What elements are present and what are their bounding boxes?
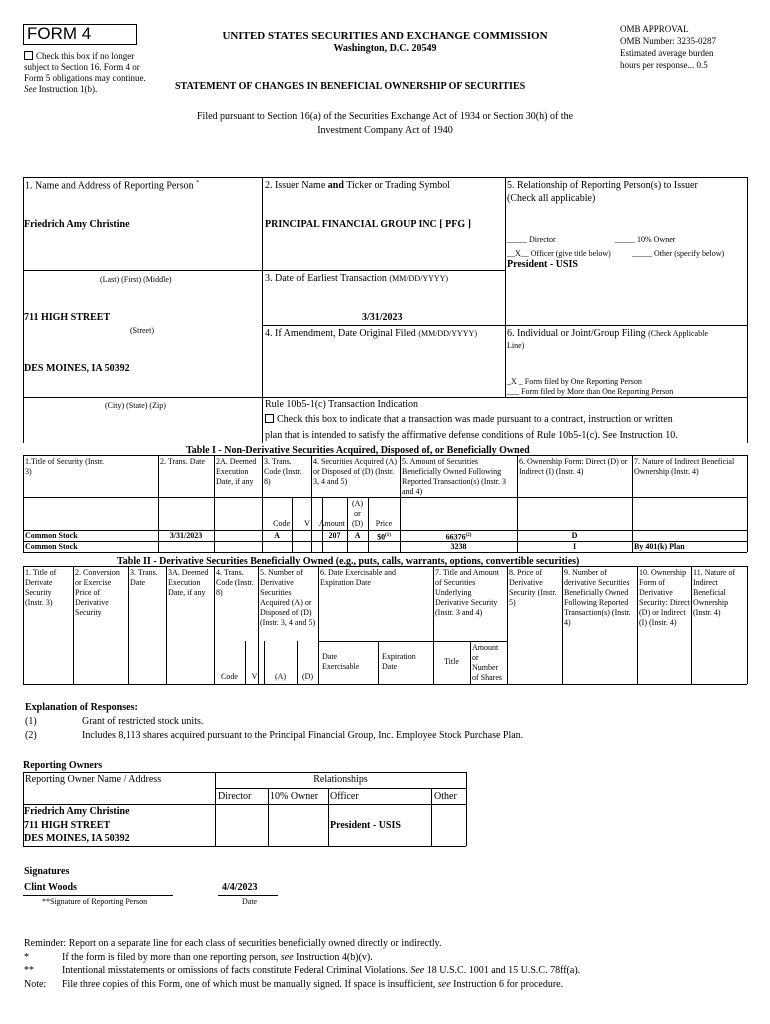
joint-filing-option-multiple[interactable]: ___ Form filed by More than One Reporting Person xyxy=(507,387,674,396)
footnote-note-mark: Note: xyxy=(24,979,47,990)
t2-header-date: 3. Trans. Date xyxy=(130,568,158,587)
signature-date-caption: Date xyxy=(242,897,258,906)
owners-col-name: Reporting Owner Name / Address xyxy=(25,774,162,785)
box5-sub: (Check all applicable) xyxy=(507,193,596,204)
footnote-double-star-mark: ** xyxy=(24,965,34,976)
t2-sub-v: V xyxy=(251,672,258,681)
rule xyxy=(23,177,747,178)
t1-row2-form: I xyxy=(572,542,577,551)
omb-hours: hours per response... 0.5 xyxy=(620,60,708,70)
owner-officer-title: President - USIS xyxy=(330,820,401,831)
table1-title: Table I - Non-Derivative Securities Acquired, Disposed of, or Beneficially Owned xyxy=(186,445,530,456)
rule xyxy=(23,804,466,805)
t1-header-code: 3. Trans. Code (Instr. 8) xyxy=(264,457,302,486)
t2-header-title: 1. Title of Derivate Security (Instr. 3) xyxy=(25,568,57,607)
t1-sub-price: Price xyxy=(375,519,393,528)
rule xyxy=(431,788,432,846)
box2-label: 2. Issuer Name and Ticker or Trading Symbol xyxy=(265,180,451,191)
t1-row1-title: Common Stock xyxy=(25,531,78,540)
t2-sub-title: Title xyxy=(444,657,459,666)
reporting-person-city: DES MOINES, IA 50392 xyxy=(24,363,130,374)
no-longer-subject-note: Check this box if no longer subject to Section 16. Form 4 or Form 5 obligations may continue. See Instruction 1(b). xyxy=(24,51,146,94)
box1-label: 1. Name and Address of Reporting Person * xyxy=(25,180,200,192)
box4-label: 4. If Amendment, Date Original Filed (MM/DD/YYYY) xyxy=(265,328,477,339)
rule xyxy=(466,772,467,846)
t2-header-underlying: 7. Title and Amount of Securities Underlying Derivative Security (Instr. 3 and 4) xyxy=(435,568,500,617)
rule xyxy=(23,684,747,685)
rule xyxy=(23,566,747,567)
form-title: FORM 4 xyxy=(27,24,92,43)
owners-col-director: Director xyxy=(218,791,252,802)
footnote-double-star: Intentional misstatements or omissions of facts constitute Federal Criminal Violations. See 18 U.S.C. 1001 and 15 U.S.C. 78ff(a). xyxy=(62,965,581,976)
t2-header-exercisable: 6. Date Exercisable and Expiration Date xyxy=(320,568,396,587)
no-longer-subject-checkbox[interactable] xyxy=(24,51,33,60)
explanation-1-text: Grant of restricted stock units. xyxy=(82,716,204,727)
footnote-star-mark: * xyxy=(24,952,29,963)
t2-header-form: 10. Ownership Form of Derivative Security: Direct (D) or Indirect (I) (Instr. 4) xyxy=(639,568,690,627)
owners-col-officer: Officer xyxy=(330,791,359,802)
explanation-2-text: Includes 8,113 shares acquired pursuant to the Principal Financial Group, Inc. Employee Stock Purchase Plan. xyxy=(82,730,524,741)
t1-row1-aord: A xyxy=(354,531,361,540)
table2-title: Table II - Derivative Securities Beneficially Owned (e.g., puts, calls, warrants, options, convertible securities) xyxy=(117,556,580,567)
rule xyxy=(23,772,466,773)
director-option[interactable]: _____ Director xyxy=(507,235,556,244)
signature-date: 4/4/2023 xyxy=(222,882,258,893)
rule10b5-text1: Check this box to indicate that a transaction was made pursuant to a contract, instruction or written xyxy=(265,414,673,425)
t1-row2-owned: 3238 xyxy=(450,542,467,551)
reminder: Reminder: Report on a separate line for each class of securities beneficially owned directly or indirectly. xyxy=(24,938,442,949)
rule xyxy=(23,397,747,398)
rule xyxy=(747,566,748,684)
rule xyxy=(23,552,747,553)
rule xyxy=(328,788,329,846)
t1-sub-amount: Amount xyxy=(318,519,345,528)
issuer-name: PRINCIPAL FINANCIAL GROUP INC [ PFG ] xyxy=(265,219,471,230)
omb-approval: OMB APPROVAL xyxy=(620,24,689,34)
t1-header-deemed: 2A. Deemed Execution Date, if any xyxy=(216,457,257,486)
rule10b5-checkbox[interactable] xyxy=(265,414,274,423)
t2-header-nature: 11. Nature of Indirect Beneficial Ownership (Instr. 4) xyxy=(693,568,736,617)
rule xyxy=(318,641,507,642)
box6-label: 6. Individual or Joint/Group Filing (Check Applicable xyxy=(507,328,708,339)
rule xyxy=(23,455,747,456)
omb-burden: Estimated average burden xyxy=(620,48,714,58)
t2-sub-date-exercisable: Date Exercisable xyxy=(322,652,360,671)
joint-filing-option-one[interactable]: _X _ Form filed by One Reporting Person xyxy=(507,377,642,386)
t2-sub-expiration: Expiration Date xyxy=(382,652,416,671)
t1-row1-form: D xyxy=(571,531,578,540)
rule xyxy=(505,177,506,397)
agency-line1: UNITED STATES SECURITIES AND EXCHANGE COMMISSION xyxy=(222,30,548,42)
footnote-note: File three copies of this Form, one of which must be manually signed. If space is insufficient, see Instruction 6 for procedure. xyxy=(62,979,564,990)
filed-pursuant-line1: Filed pursuant to Section 16(a) of the Securities Exchange Act of 1934 or Section 30(h) of the xyxy=(196,111,574,122)
t1-row2-nature: By 401(k) Plan xyxy=(634,542,685,551)
street-caption: (Street) xyxy=(130,326,154,335)
t1-sub-aord: (A) or (D) xyxy=(351,499,364,528)
signature-caption: **Signature of Reporting Person xyxy=(42,897,148,906)
explanation-heading: Explanation of Responses: xyxy=(25,702,138,713)
earliest-transaction-date: 3/31/2023 xyxy=(362,312,403,323)
t1-sub-code: Code xyxy=(273,519,290,528)
name-caption: (Last) (First) (Middle) xyxy=(100,275,172,284)
owners-heading: Reporting Owners xyxy=(23,760,103,771)
t1-header-nature: 7. Nature of Indirect Beneficial Ownership (Instr. 4) xyxy=(634,457,735,476)
owners-col-ten: 10% Owner xyxy=(270,791,319,802)
box6-label-line2: Line) xyxy=(507,341,525,350)
signature-line xyxy=(23,895,173,896)
agency-line2: Washington, D.C. 20549 xyxy=(333,43,437,54)
officer-option[interactable]: __X__ Officer (give title below) xyxy=(507,249,611,258)
rule xyxy=(23,497,747,498)
t1-header-acquired: 4. Securities Acquired (A) or Disposed of (D) (Instr. 3, 4 and 5) xyxy=(313,457,397,486)
t2-sub-code: Code xyxy=(221,672,238,681)
t2-header-deemed: 3A. Deemed Execution Date, if any xyxy=(168,568,209,597)
t1-row2-title: Common Stock xyxy=(25,542,78,551)
other-option[interactable]: _____ Other (specify below) xyxy=(632,249,725,258)
officer-title: President - USIS xyxy=(507,259,578,270)
t2-sub-a: (A) xyxy=(274,672,287,681)
rule10b5-text2: plan that is intended to satisfy the affirmative defense conditions of Rule 10b5-1(c). See Instruction 10. xyxy=(265,430,678,441)
rule xyxy=(268,788,269,846)
rule xyxy=(215,788,466,789)
signatures-heading: Signatures xyxy=(24,866,70,877)
owner-street: 711 HIGH STREET xyxy=(24,820,111,831)
t1-header-form: 6. Ownership Form: Direct (D) or Indirect (I) (Instr. 4) xyxy=(519,457,628,476)
reporting-person-name: Friedrich Amy Christine xyxy=(24,219,130,230)
t2-header-owned: 9. Number of derivative Securities Beneficially Owned Following Reported Transaction(s) (Instr. 4) xyxy=(564,568,631,627)
owner-name: Friedrich Amy Christine xyxy=(24,806,130,817)
t1-header-owned: 5. Amount of Securities Beneficially Owned Following Reported Transaction(s) (Instr. 3 and 4) xyxy=(402,457,506,496)
t1-header-date: 2. Trans. Date xyxy=(160,457,205,466)
t2-header-price: 8. Price of Derivative Security (Instr. 5) xyxy=(509,568,557,607)
explanation-1-num: (1) xyxy=(25,716,37,727)
city-caption: (City) (State) (Zip) xyxy=(105,401,166,410)
owners-col-other: Other xyxy=(434,791,457,802)
rule xyxy=(23,177,24,443)
t2-header-code: 4. Trans. Code (Instr. 8) xyxy=(216,568,254,597)
omb-number: OMB Number: 3235-0287 xyxy=(620,36,716,46)
rule xyxy=(23,846,466,847)
rule xyxy=(262,325,747,326)
rule xyxy=(378,641,379,684)
owners-col-relationships: Relationships xyxy=(313,774,368,785)
reporting-person-street: 711 HIGH STREET xyxy=(24,312,111,323)
signature-date-line xyxy=(218,895,278,896)
statement-title: STATEMENT OF CHANGES IN BENEFICIAL OWNERSHIP OF SECURITIES xyxy=(175,81,526,92)
rule xyxy=(23,270,262,271)
t2-header-number: 5. Number of Derivative Securities Acquired (A) or Disposed of (D) (Instr. 3, 4 and 5) xyxy=(260,568,316,627)
box5-label: 5. Relationship of Reporting Person(s) to Issuer xyxy=(507,180,698,191)
t1-row1-owned: 66376$^{(2)}$ xyxy=(445,532,472,542)
t2-header-conversion: 2. Conversion or Exercise Price of Derivative Security xyxy=(75,568,120,617)
t1-row1-amount: 207 xyxy=(328,531,341,540)
t1-row1-price: $0$^{(1)}$ xyxy=(377,532,391,542)
owner-city: DES MOINES, IA 50392 xyxy=(24,833,130,844)
t1-sub-v: V xyxy=(304,519,310,528)
footnote-star: If the form is filed by more than one reporting person, see Instruction 4(b)(v). xyxy=(62,952,373,963)
rule xyxy=(262,270,505,271)
rule10b5-label: Rule 10b5-1(c) Transaction Indication xyxy=(265,399,419,410)
t2-sub-amount: Amount or Number of Shares xyxy=(472,643,502,682)
explanation-2-num: (2) xyxy=(25,730,37,741)
box3-label: 3. Date of Earliest Transaction (MM/DD/YYYY) xyxy=(265,273,449,284)
t1-row1-code: A xyxy=(274,531,280,540)
t2-sub-d: (D) xyxy=(301,672,314,681)
t1-header-title: 1.Title of Security (Instr. 3) xyxy=(25,457,105,476)
signature-name: Clint Woods xyxy=(24,882,77,893)
ten-percent-option[interactable]: _____ 10% Owner xyxy=(615,235,676,244)
t1-row1-date: 3/31/2023 xyxy=(169,531,203,540)
rule xyxy=(747,177,748,443)
filed-pursuant-line2: Investment Company Act of 1940 xyxy=(317,125,453,136)
rule xyxy=(262,177,263,443)
